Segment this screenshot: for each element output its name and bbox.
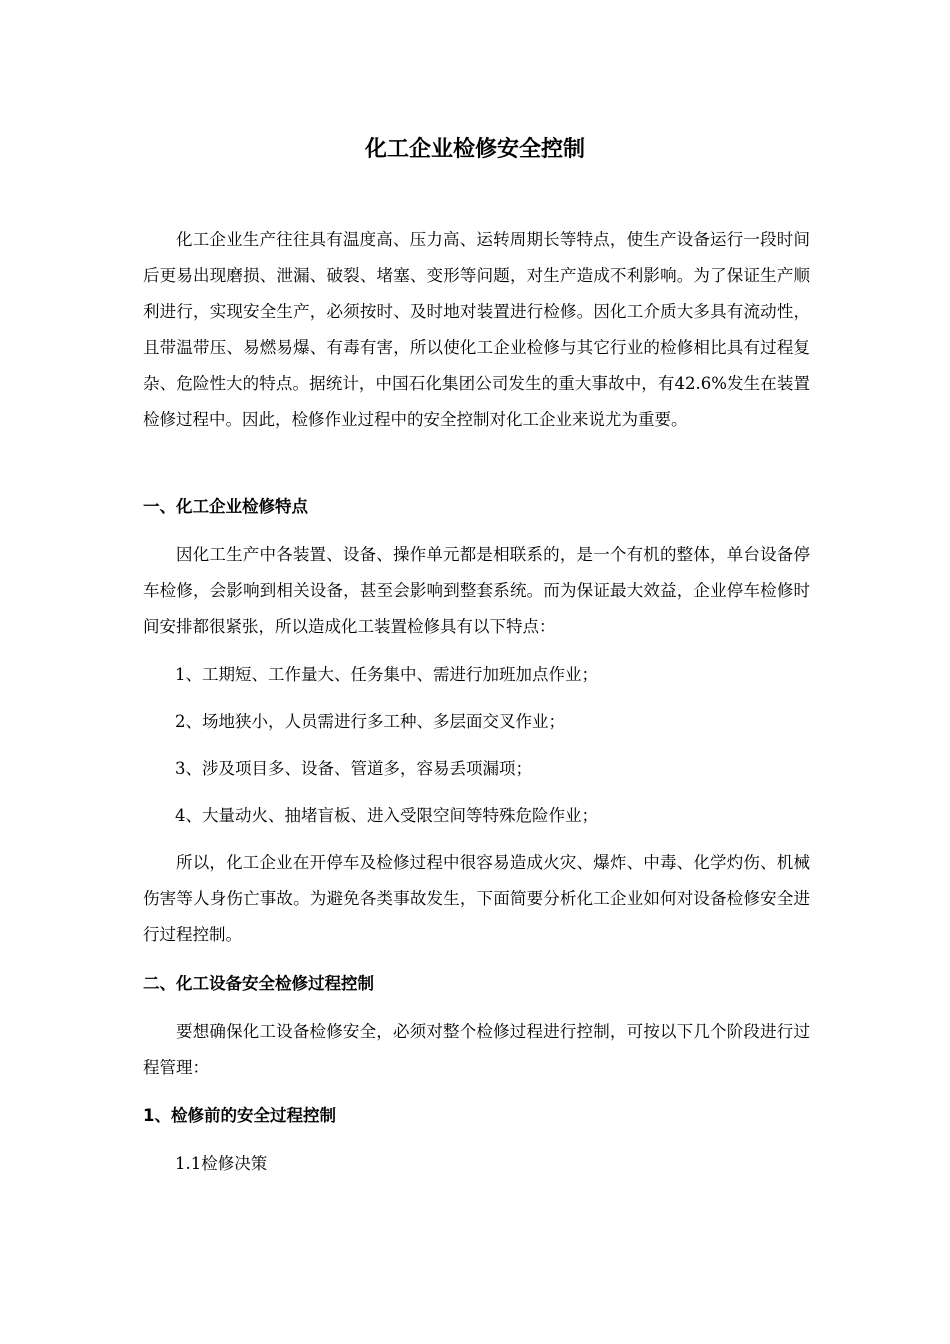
feature-item-2: 2、场地狭小，人员需进行多工种、多层面交叉作业； [175,712,565,731]
section-1-paragraph: 因化工生产中各装置、设备、操作单元都是相联系的，是一个有机的整体，单台设备停车检修，会影响到相关设备，甚至会影响到整套系统。而为保证最大效益，企业停车检修时间安排都很紧张，所以造成化工装置检修具有以下特点： [143,545,810,636]
feature-item-4: 4、大量动火、抽堵盲板、进入受限空间等特殊危险作业； [175,806,598,825]
feature-item-3: 3、涉及项目多、设备、管道多，容易丢项漏项； [175,759,532,778]
subsection-1-heading: 1、检修前的安全过程控制 [143,1106,336,1125]
feature-item-1: 1、工期短、工作量大、任务集中、需进行加班加点作业； [175,665,598,684]
document-title: 化工企业检修安全控制 [364,137,585,162]
intro-paragraph: 化工企业生产往往具有温度高、压力高、运转周期长等特点，使生产设备运行一段时间后更易出现磨损、泄漏、破裂、堵塞、变形等问题，对生产造成不利影响。为了保证生产顺利进行，实现安全生产，必须按时、及时地对装置进行检修。因化工介质大多具有流动性，且带温带压、易燃易爆、有毒有害，所以使化工企业检修与其它行业的检修相比具有过程复杂、危险性大的特点。据统计，中国石化集团公司发生的重大事故中，有42.6%发生在装置检修过程中。因此，检修作业过程中的安全控制对化工企业来说尤为重要。 [143,230,810,429]
section-1-heading: 一、化工企业检修特点 [143,497,308,516]
section-2-heading: 二、化工设备安全检修过程控制 [143,974,374,993]
section-2-paragraph: 要想确保化工设备检修安全，必须对整个检修过程进行控制，可按以下几个阶段进行过程管理： [143,1022,810,1077]
section-1-conclusion: 所以，化工企业在开停车及检修过程中很容易造成火灾、爆炸、中毒、化学灼伤、机械伤害等人身伤亡事故。为避免各类事故发生，下面简要分析化工企业如何对设备检修安全进行过程控制。 [143,853,810,944]
subsection-1-1-label: 1.1检修决策 [175,1154,268,1173]
